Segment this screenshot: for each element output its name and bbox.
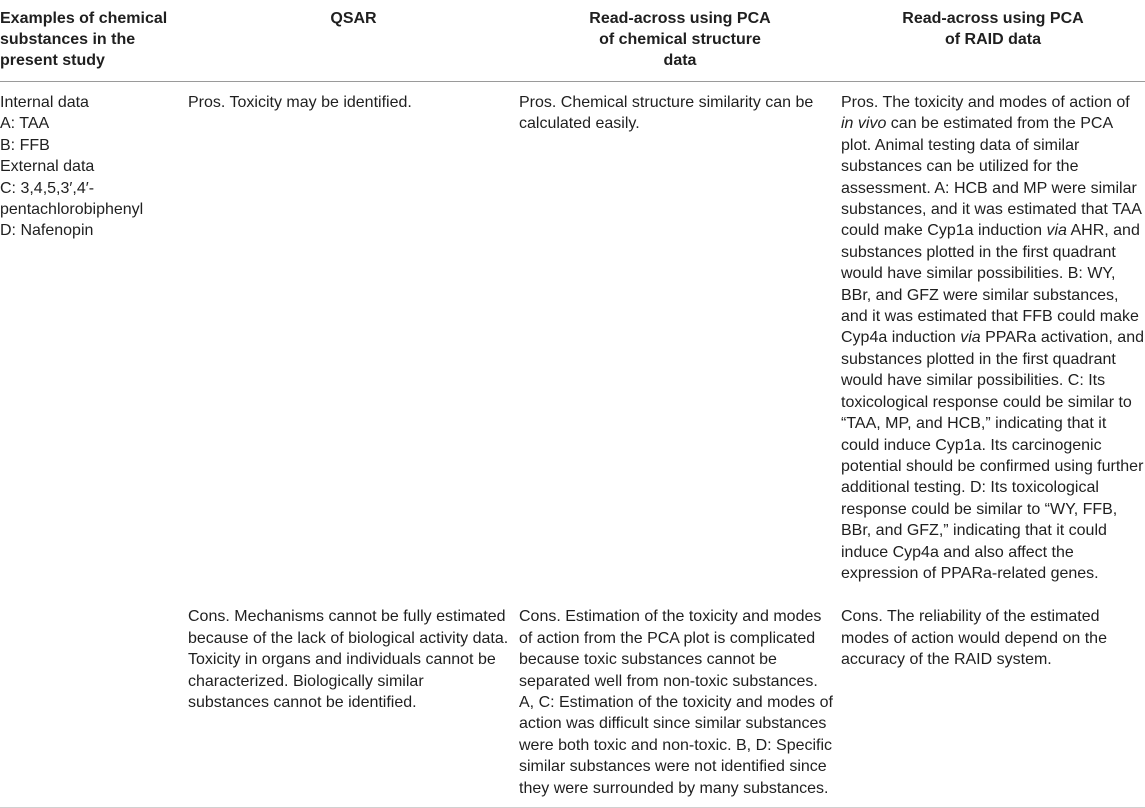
examples-cell bbox=[0, 82, 188, 595]
header-examples-line: present study bbox=[0, 52, 105, 69]
header-structure-line: Read-across using PCA bbox=[589, 10, 771, 27]
raid-pros-text: can be estimated from the PCA plot. Animal testing data of similar substances can be utilized for the assessment. A: HCB and MP were similar substances, and it was estimated that TAA could make Cyp1a induction bbox=[841, 115, 1142, 240]
raid-pros-text: PPARa activation, and substances plotted in the first quadrant would have similar possibilities. C: Its toxicological response could be similar to “TAA, MP, and HCB,” indicating that it could induce Cyp1a. Its carcinogenic potential should be confirmed using further additional testing. D: Its toxicological response could be similar to “WY, FFB, BBr, and GFZ,” indicating that it could induce Cyp4a and also affect the expression of PPARa-related genes. bbox=[841, 329, 1144, 582]
example-line: B: FFB bbox=[0, 136, 50, 154]
qsar-cons-cell: Cons. Mechanisms cannot be fully estimated because of the lack of biological activity data. Toxicity in organs and individuals cannot be characterized. Biologically similar substances cannot be identified. bbox=[188, 594, 519, 807]
raid-pros-italic: via bbox=[1046, 222, 1067, 240]
raid-pros-italic: in vivo bbox=[841, 115, 887, 133]
structure-pros-cell: Pros. Chemical structure similarity can be calculated easily. bbox=[519, 94, 814, 133]
raid-pros-italic: via bbox=[960, 329, 981, 347]
header-raid-line: of RAID data bbox=[945, 31, 1041, 48]
header-examples-line: substances in the bbox=[0, 31, 136, 48]
example-line: D: Nafenopin bbox=[0, 222, 94, 240]
example-line: pentachlorobiphenyl bbox=[0, 201, 144, 219]
header-structure-readacross bbox=[519, 0, 841, 82]
structure-cons-cell: Cons. Estimation of the toxicity and modes of action from the PCA plot is complicated because toxic substances cannot be separated well from non-toxic substances. A, C: Estimation of the toxicity and modes of action was difficult since similar substances were both toxic and non-toxic. B, D: Specific similar substances were not identified since they were surrounded by many substances. bbox=[519, 594, 841, 807]
cons-row bbox=[0, 594, 1145, 807]
pros-row bbox=[0, 82, 1145, 595]
header-row bbox=[0, 0, 1145, 82]
qsar-pros-cell: Pros. Toxicity may be identified. bbox=[188, 94, 412, 111]
header-raid-readacross bbox=[841, 0, 1145, 82]
header-qsar-label: QSAR bbox=[330, 10, 377, 27]
header-examples bbox=[0, 0, 188, 82]
raid-pros-text: AHR, and substances plotted in the first quadrant would have similar possibilities. B: WY, BBr, and GFZ were similar substances, and it was estimated that FFB could make Cyp4a induction bbox=[841, 222, 1140, 347]
raid-pros-cell bbox=[841, 82, 1145, 595]
header-examples-line: Examples of chemical bbox=[0, 10, 168, 27]
example-line: A: TAA bbox=[0, 115, 50, 133]
raid-pros-text: Pros. The toxicity and modes of action of bbox=[841, 94, 1130, 111]
example-line: Internal data bbox=[0, 94, 89, 111]
header-qsar bbox=[188, 0, 519, 82]
header-raid-line: Read-across using PCA bbox=[902, 10, 1084, 27]
header-structure-line: data bbox=[663, 52, 697, 69]
examples-empty-cell bbox=[0, 594, 188, 807]
example-line: External data bbox=[0, 158, 95, 176]
example-line: C: 3,4,5,3′,4′- bbox=[0, 179, 95, 197]
raid-cons-cell: Cons. The reliability of the estimated modes of action would depend on the accuracy of the RAID system. bbox=[841, 594, 1145, 807]
header-structure-line: of chemical structure bbox=[599, 31, 761, 48]
